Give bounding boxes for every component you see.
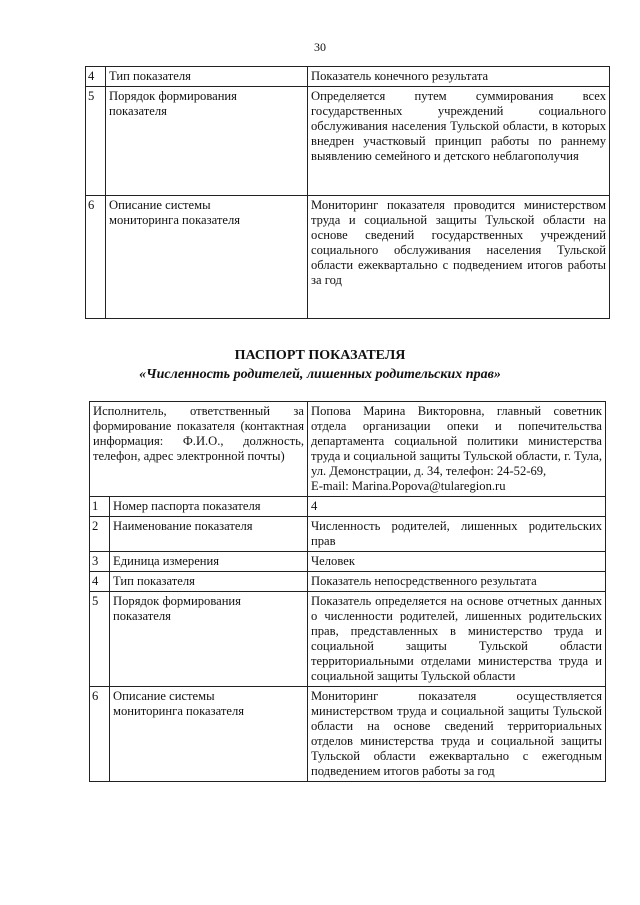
row-value: Мониторинг показателя осуществляется министерством труда и социальной защиты Тульской области на основе сведений территориальных отделов министерства труда и социальной защиты Тульской области ежеквартально с ежегодным подведением итогов работы за год — [308, 687, 606, 782]
row-number: 4 — [86, 67, 106, 87]
row-value: Численность родителей, лишенных родительских прав — [308, 517, 606, 552]
row-number: 6 — [86, 196, 106, 319]
row-label: Описание системы мониторинга показателя — [106, 196, 308, 319]
executor-email: E-mail: Marina.Popova@tularegion.ru — [311, 479, 506, 493]
executor-contact: Попова Марина Викторовна, главный советник отдела организации опеки и попечительства департамента социальной политики министерства труда и социальной защиты Тульской области, г. Тула, ул. Демонстрации, д. 34, телефон: 24-52-69, — [311, 404, 602, 478]
table-row — [86, 196, 610, 319]
indicator-table-continued — [85, 66, 610, 319]
row-label: Единица измерения — [110, 552, 308, 572]
row-number: 1 — [90, 497, 110, 517]
row-number: 4 — [90, 572, 110, 592]
table-row — [86, 67, 610, 87]
row-number: 3 — [90, 552, 110, 572]
row-number: 5 — [86, 87, 106, 196]
table-row — [90, 552, 606, 572]
table-row — [90, 572, 606, 592]
row-number: 5 — [90, 592, 110, 687]
page-number: 30 — [314, 40, 326, 54]
executor-value — [308, 402, 606, 497]
row-label: Порядок формирования показателя — [110, 592, 308, 687]
row-value: Человек — [308, 552, 606, 572]
row-value: Мониторинг показателя проводится министерством труда и социальной защиты Тульской области на основе сведений государственных учреждений социального обслуживания населения Тульской области ежеквартально с подведением итогов работы за год — [308, 196, 610, 319]
row-value: Показатель конечного результата — [308, 67, 610, 87]
row-number: 2 — [90, 517, 110, 552]
row-value: Определяется путем суммирования всех государственных учреждений социального обслуживания населения Тульской области, в которых внедрен участковый принцип работы по раннему выявлению семейного и детского неблагополучия — [308, 87, 610, 196]
row-value: Показатель непосредственного результата — [308, 572, 606, 592]
row-label: Описание системы мониторинга показателя — [110, 687, 308, 782]
row-label: Номер паспорта показателя — [110, 497, 308, 517]
row-label: Тип показателя — [110, 572, 308, 592]
row-number: 6 — [90, 687, 110, 782]
table-row — [86, 87, 610, 196]
executor-row — [90, 402, 606, 497]
table-row — [90, 687, 606, 782]
passport-table — [89, 401, 606, 782]
executor-label: Исполнитель, ответственный за формирование показателя (контактная информация: Ф.И.О., должность, телефон, адрес электронной почты) — [90, 402, 308, 497]
table-row — [90, 592, 606, 687]
row-value: Показатель определяется на основе отчетных данных о численности родителей, лишенных родительских прав, представленных в министерство труда и социальной защиты Тульской области территориальными отделами министерства труда и социальной защиты Тульской области — [308, 592, 606, 687]
passport-title: ПАСПОРТ ПОКАЗАТЕЛЯ — [234, 348, 406, 363]
row-label: Тип показателя — [106, 67, 308, 87]
passport-subtitle: «Численность родителей, лишенных родительских прав» — [139, 367, 501, 382]
row-value: 4 — [308, 497, 606, 517]
row-label: Наименование показателя — [110, 517, 308, 552]
table-row — [90, 517, 606, 552]
table-row — [90, 497, 606, 517]
row-label: Порядок формирования показателя — [106, 87, 308, 196]
